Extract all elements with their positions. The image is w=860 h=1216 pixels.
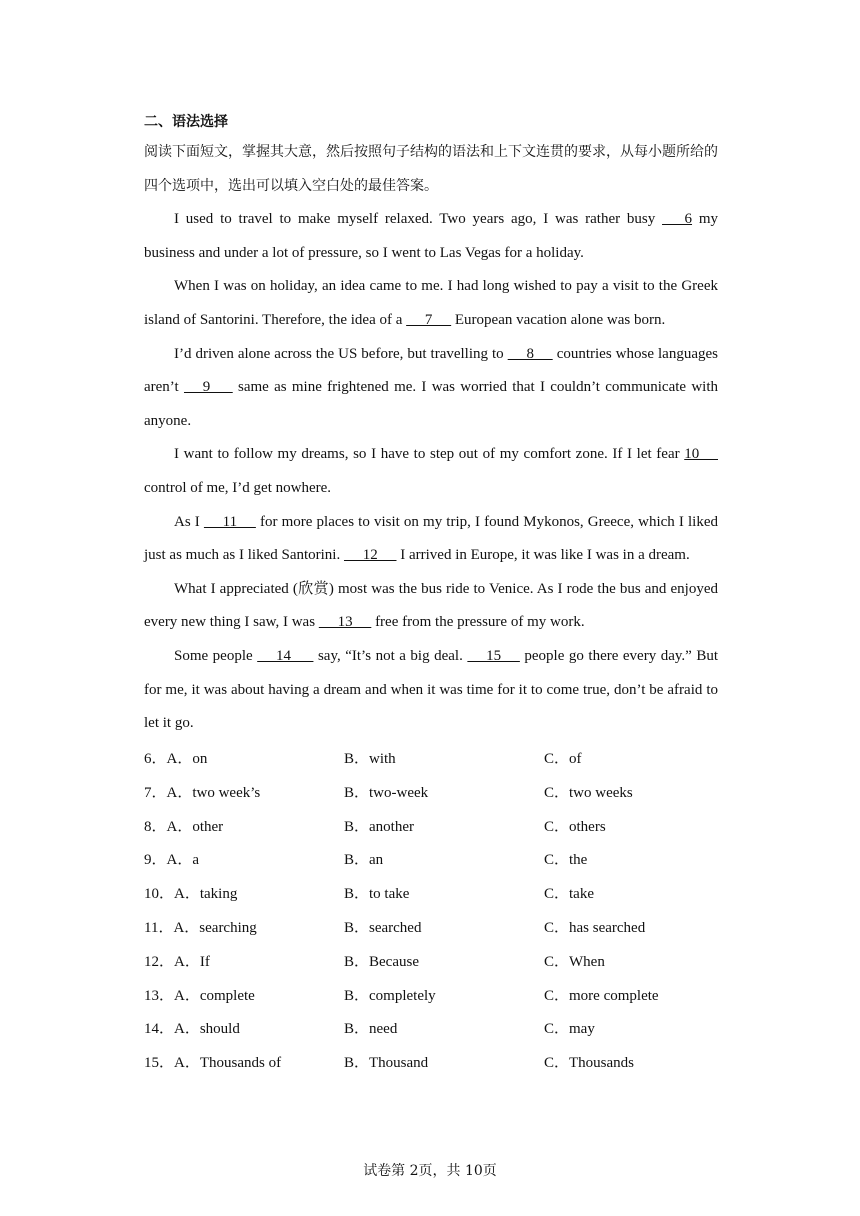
option-c[interactable]: C．of	[544, 751, 582, 768]
option-a-text: A．complete	[174, 987, 255, 1004]
passage-text: for more places to visit on my trip, I found Mykonos, Greece, which I liked just as much as I liked Santorini.	[144, 513, 719, 564]
passage-text: free from the pressure of my work.	[371, 614, 585, 631]
question-number: 11．	[144, 920, 174, 937]
passage-paragraph	[144, 270, 718, 337]
option-c[interactable]: C．When	[544, 953, 605, 970]
passage-text: say, “It’s not a big deal.	[313, 647, 468, 664]
option-c[interactable]: C．Thousands	[544, 1055, 635, 1072]
option-a-text: A．on	[166, 751, 208, 768]
option-a[interactable]	[144, 781, 344, 802]
option-a[interactable]	[144, 747, 344, 768]
passage-text: same as mine frightened me. I was worried that I couldn’t communicate with anyone.	[144, 379, 719, 429]
option-b[interactable]: B．completely	[344, 987, 436, 1004]
option-a[interactable]	[144, 848, 344, 869]
question-number: 15．	[144, 1055, 175, 1072]
section-instructions: 阅读下面短文，掌握其大意，然后按照句子结构的语法和上下文连贯的要求，从每小题所给的四个选项中，选出可以填入空白处的最佳答案。	[144, 144, 718, 194]
passage-text: When I was on holiday, an idea came to me. I had long wished to pay a visit to the Greek island of Santorini. Therefore, the idea of a	[144, 278, 718, 328]
question-number: 6．	[144, 751, 167, 768]
content	[144, 112, 718, 1079]
option-b[interactable]: B．two-week	[344, 784, 429, 801]
question-number: 7．	[144, 784, 167, 801]
passage-text: I used to travel to make myself relaxed. Two years ago, I was rather busy	[174, 211, 663, 228]
passage-text: I arrived in Europe, it was like I was in a dream.	[396, 547, 690, 564]
blank-7: 7	[406, 311, 452, 328]
passage-text: European vacation alone was born.	[451, 311, 666, 328]
option-a[interactable]	[144, 1051, 344, 1072]
question-row	[144, 1045, 718, 1079]
passage-text: As I	[174, 513, 204, 530]
section-title: 二、语法选择	[144, 114, 228, 130]
option-b[interactable]: B．searched	[344, 920, 422, 937]
question-number: 8．	[144, 818, 167, 835]
option-a-text: A．Thousands of	[174, 1055, 282, 1072]
blank-6: 6	[662, 211, 693, 228]
passage-text: I want to follow my dreams, so I have to step out of my comfort zone. If I let fear	[174, 446, 685, 463]
option-b[interactable]: B．Because	[344, 953, 419, 970]
question-row	[144, 876, 718, 910]
blank-8: 8	[507, 345, 553, 362]
passage-paragraph	[144, 338, 718, 439]
blank-12: 12	[343, 547, 397, 564]
option-b[interactable]: B．to take	[344, 886, 410, 903]
question-options	[144, 741, 718, 1079]
question-number: 14．	[144, 1021, 175, 1038]
question-row	[144, 910, 718, 944]
passage-text: Some people	[174, 647, 258, 664]
option-a-text: A．a	[166, 852, 200, 869]
option-c[interactable]: C．may	[544, 1021, 595, 1038]
question-row	[144, 943, 718, 977]
passage-paragraph	[144, 640, 718, 741]
option-c[interactable]: C．others	[544, 818, 606, 835]
question-row	[144, 977, 718, 1011]
option-a[interactable]	[144, 916, 344, 937]
blank-10: 10	[684, 446, 718, 463]
passage-text: my business and under a lot of pressure, so I went to Las Vegas for a holiday.	[144, 211, 718, 261]
passage-paragraph	[144, 506, 718, 573]
question-row	[144, 842, 718, 876]
question-number: 10．	[144, 886, 175, 903]
page-footer: 试卷第 2页，共 10页	[363, 1163, 497, 1179]
option-c[interactable]: C．more complete	[544, 987, 659, 1004]
option-c[interactable]: C．take	[544, 886, 594, 903]
option-b[interactable]: B．need	[344, 1021, 398, 1038]
question-row	[144, 808, 718, 842]
option-a-text: A．other	[166, 818, 224, 835]
blank-14: 14	[257, 647, 314, 664]
option-b[interactable]: B．with	[344, 751, 396, 768]
passage-paragraph	[144, 203, 718, 270]
option-b[interactable]: B．Thousand	[344, 1055, 429, 1072]
option-a-text: A．should	[174, 1021, 240, 1038]
option-a-text: A．two week’s	[166, 784, 261, 801]
passage-text: countries whose languages aren’t	[144, 345, 718, 396]
question-number: 9．	[144, 852, 167, 869]
question-number: 13．	[144, 987, 175, 1004]
question-number: 12．	[144, 953, 175, 970]
option-a[interactable]	[144, 815, 344, 836]
option-c[interactable]: C．two weeks	[544, 784, 633, 801]
option-a-text: A．If	[174, 953, 210, 970]
option-c[interactable]: C．has searched	[544, 920, 646, 937]
option-b[interactable]: B．another	[344, 818, 414, 835]
question-row	[144, 741, 718, 775]
option-a-text: A．searching	[173, 920, 257, 937]
option-a-text: A．taking	[174, 886, 238, 903]
passage-text: control of me, I’d get nowhere.	[144, 479, 332, 496]
option-a[interactable]	[144, 984, 344, 1005]
option-c[interactable]: C．the	[544, 852, 588, 869]
question-row	[144, 1011, 718, 1045]
blank-13: 13	[318, 614, 372, 631]
option-a[interactable]	[144, 882, 344, 903]
question-row	[144, 774, 718, 808]
option-a[interactable]	[144, 950, 344, 971]
option-a[interactable]	[144, 1017, 344, 1038]
passage-text: people go there every day.” But for me, it was about having a dream and when it was time for it to come true, don’t be afraid to let it go.	[144, 647, 718, 732]
passage-text: What I appreciated (欣赏) most was the bus ride to Venice. As I rode the bus and enjoyed every new thing I saw, I was	[144, 580, 718, 631]
blank-11: 11	[203, 513, 256, 530]
option-b[interactable]: B．an	[344, 852, 384, 869]
passage-paragraph	[144, 438, 718, 505]
blank-15: 15	[467, 647, 520, 664]
passage-text: I’d driven alone across the US before, but travelling to	[174, 345, 508, 362]
blank-9: 9	[183, 379, 233, 396]
passage-paragraph	[144, 573, 718, 640]
